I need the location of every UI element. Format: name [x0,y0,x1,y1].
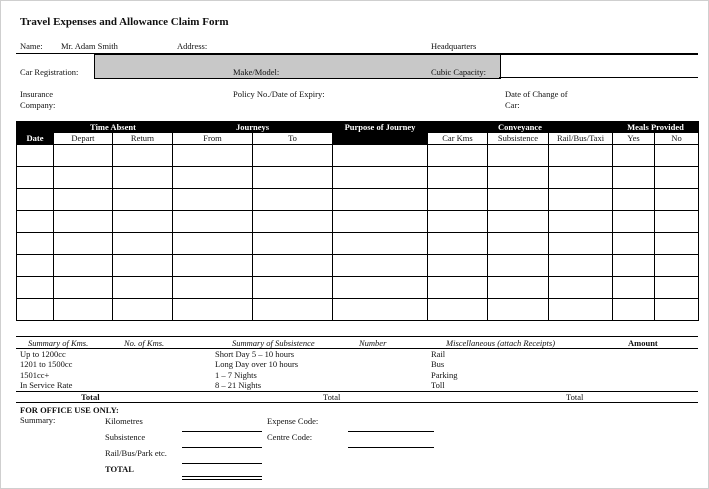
table-row [17,167,699,189]
col-yes: Yes [613,133,655,145]
office-use-heading: FOR OFFICE USE ONLY: [20,405,119,415]
table-cell[interactable] [655,189,699,211]
kms-row: 1501cc+ [20,370,50,380]
table-cell[interactable] [613,255,655,277]
office-kilometres-label: Kilometres [105,416,143,426]
table-cell[interactable] [173,233,253,255]
table-cell[interactable] [253,255,333,277]
table-cell[interactable] [333,145,428,167]
table-cell[interactable] [613,233,655,255]
company-label: Company: [20,100,56,110]
table-cell[interactable] [488,211,549,233]
table-cell[interactable] [549,211,613,233]
table-cell[interactable] [17,211,54,233]
group-journeys: Journeys [173,122,333,133]
table-cell[interactable] [549,299,613,321]
table-cell[interactable] [54,211,113,233]
kms-row: Up to 1200cc [20,349,66,359]
table-cell[interactable] [17,145,54,167]
table-cell[interactable] [17,255,54,277]
subsistence-row: 8 – 21 Nights [215,380,262,390]
table-cell[interactable] [428,233,488,255]
rail-field[interactable] [182,463,262,464]
table-cell[interactable] [428,167,488,189]
table-cell[interactable] [549,233,613,255]
table-cell[interactable] [54,277,113,299]
table-cell[interactable] [113,299,173,321]
group-meals: Meals Provided [613,122,699,133]
table-cell[interactable] [173,211,253,233]
table-cell[interactable] [253,211,333,233]
table-cell[interactable] [655,255,699,277]
change-car-label: Date of Change of [505,89,568,99]
group-time-absent: Time Absent [54,122,173,133]
misc-row: Parking [431,370,458,380]
table-cell[interactable] [113,233,173,255]
table-cell[interactable] [333,299,428,321]
table-cell[interactable] [333,167,428,189]
table-cell[interactable] [428,189,488,211]
total-field[interactable] [182,476,262,480]
table-cell[interactable] [113,277,173,299]
table-cell[interactable] [333,255,428,277]
table-cell[interactable] [613,167,655,189]
table-cell[interactable] [488,145,549,167]
kms-row: In Service Rate [20,380,73,390]
subsistence-row: Long Day over 10 hours [215,359,299,369]
table-cell[interactable] [173,167,253,189]
table-cell[interactable] [113,145,173,167]
name-value[interactable]: Mr. Adam Smith [61,41,118,51]
col-car-kms: Car Kms [428,133,488,145]
table-cell[interactable] [333,189,428,211]
table-cell[interactable] [17,233,54,255]
summary-top-line [16,336,698,337]
header-blank [17,122,54,133]
table-cell[interactable] [333,211,428,233]
table-cell[interactable] [253,145,333,167]
total-label-kms: Total [81,392,100,402]
table-cell[interactable] [253,167,333,189]
col-no: No [655,133,699,145]
table-cell[interactable] [173,189,253,211]
centre-code-label: Centre Code: [267,432,313,442]
cubic-capacity-label: Cubic Capacity: [431,67,487,77]
table-cell[interactable] [17,299,54,321]
table-cell[interactable] [549,255,613,277]
table-cell[interactable] [655,167,699,189]
kms-row: 1201 to 1500cc [20,359,73,369]
make-model-label: Make/Model: [233,67,280,77]
table-cell[interactable] [17,167,54,189]
table-cell[interactable] [54,233,113,255]
name-label: Name: [20,41,43,51]
subsistence-field[interactable] [182,447,262,448]
col-depart: Depart [54,133,113,145]
table-cell[interactable] [428,299,488,321]
summary-kms-heading: Summary of Kms. [28,338,89,348]
expense-code-label: Expense Code: [267,416,319,426]
expense-code-field[interactable] [348,431,434,432]
table-cell[interactable] [549,167,613,189]
cubic-capacity-field[interactable] [499,77,698,78]
table-cell[interactable] [488,189,549,211]
table-row [17,255,699,277]
col-from: From [173,133,253,145]
table-cell[interactable] [428,145,488,167]
summary-subsistence-heading: Summary of Subsistence [232,338,315,348]
table-cell[interactable] [655,299,699,321]
form-title: Travel Expenses and Allowance Claim Form [20,16,229,28]
col-date: Date [17,133,54,145]
table-cell[interactable] [17,189,54,211]
table-cell[interactable] [253,189,333,211]
amount-heading: Amount [628,338,658,348]
kilometres-field[interactable] [182,431,262,432]
misc-row: Bus [431,359,445,369]
table-cell[interactable] [655,277,699,299]
miscellaneous-heading: Miscellaneous (attach Receipts) [446,338,556,348]
table-cell[interactable] [549,189,613,211]
table-cell[interactable] [173,255,253,277]
table-cell[interactable] [173,299,253,321]
table-cell[interactable] [613,277,655,299]
table-cell[interactable] [54,255,113,277]
table-cell[interactable] [54,145,113,167]
table-cell[interactable] [113,255,173,277]
table-cell[interactable] [428,211,488,233]
table-cell[interactable] [488,277,549,299]
table-cell[interactable] [54,299,113,321]
table-cell[interactable] [428,277,488,299]
table-cell[interactable] [17,277,54,299]
headquarters-label: Headquarters [431,41,477,51]
table-cell[interactable] [488,233,549,255]
cubic-capacity-top-line [499,54,698,55]
table-cell[interactable] [173,145,253,167]
table-cell[interactable] [613,145,655,167]
summary-bottom-line [16,402,698,403]
table-row [17,277,699,299]
office-summary-label: Summary: [20,415,56,425]
table-cell[interactable] [613,189,655,211]
table-cell[interactable] [113,189,173,211]
misc-row: Toll [431,380,445,390]
table-cell[interactable] [488,167,549,189]
subsistence-row: Short Day 5 – 10 hours [215,349,295,359]
summary-total-line [16,391,698,392]
group-conveyance: Conveyance [428,122,613,133]
total-label-misc: Total [566,392,584,402]
table-cell[interactable] [549,145,613,167]
number-heading: Number [359,338,387,348]
table-cell[interactable] [333,233,428,255]
table-cell[interactable] [173,277,253,299]
address-label: Address: [177,41,208,51]
summary-header-line [16,348,698,349]
table-cell[interactable] [253,299,333,321]
table-cell[interactable] [253,277,333,299]
table-cell[interactable] [549,277,613,299]
col-subsistence: Subsistence [488,133,549,145]
table-cell[interactable] [428,255,488,277]
table-cell[interactable] [253,233,333,255]
table-cell[interactable] [655,211,699,233]
no-of-kms-heading: No. of Kms. [124,338,165,348]
policy-label: Policy No./Date of Expiry: [233,89,325,99]
car-registration-label: Car Registration: [20,67,79,77]
centre-code-field[interactable] [348,447,434,448]
table-cell[interactable] [613,299,655,321]
total-label-subsistence: Total [323,392,341,402]
col-purpose: Purpose of Journey [333,122,428,145]
table-row [17,299,699,321]
table-cell[interactable] [655,233,699,255]
subsistence-row: 1 – 7 Nights [215,370,257,380]
table-cell[interactable] [488,299,549,321]
table-row [17,145,699,167]
office-total-label: TOTAL [105,464,134,474]
journey-table [16,121,699,321]
table-cell[interactable] [54,167,113,189]
insurance-label: Insurance [20,89,54,99]
col-to: To [253,133,333,145]
office-subsistence-label: Subsistence [105,432,146,442]
table-cell[interactable] [613,211,655,233]
table-cell[interactable] [113,211,173,233]
table-cell[interactable] [333,277,428,299]
office-rail-label: Rail/Bus/Park etc. [105,448,167,458]
table-row [17,189,699,211]
table-row [17,211,699,233]
table-cell[interactable] [655,145,699,167]
col-rail-bus-taxi: Rail/Bus/Taxi [549,133,613,145]
table-cell[interactable] [488,255,549,277]
table-row [17,233,699,255]
col-return: Return [113,133,173,145]
misc-row: Rail [431,349,446,359]
table-cell[interactable] [113,167,173,189]
table-cell[interactable] [54,189,113,211]
change-car-label-2: Car: [505,100,520,110]
